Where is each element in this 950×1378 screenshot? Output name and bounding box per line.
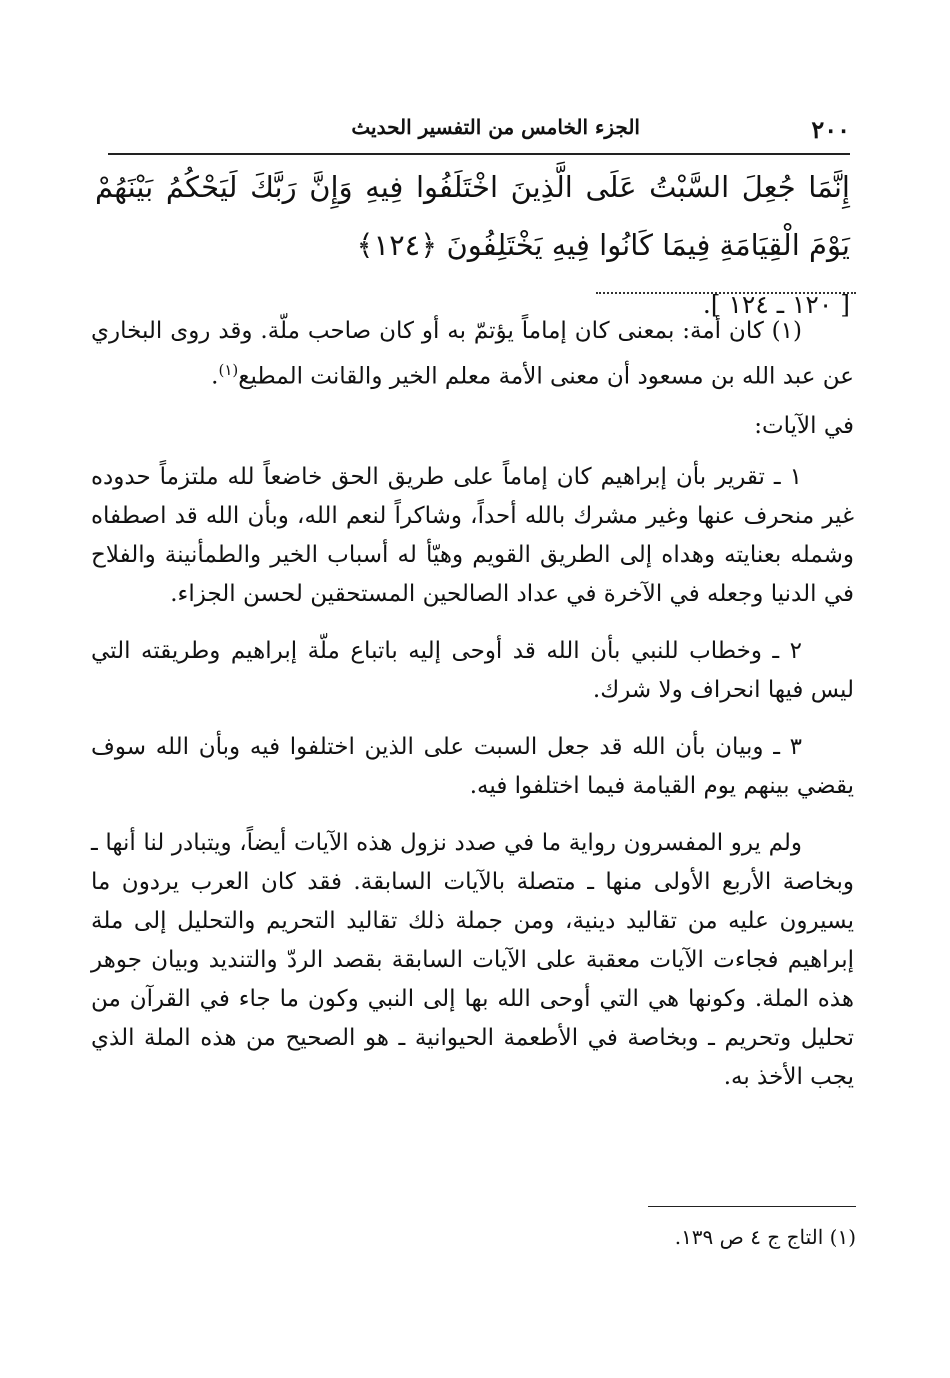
footnote-rule	[648, 1206, 856, 1207]
commentary-1-end: .	[211, 363, 219, 390]
running-header-title: الجزء الخامس من التفسير الحديث	[351, 115, 640, 139]
verse-reference: [ ١٢٠ ـ ١٢٤ ].	[702, 290, 850, 319]
commentary-paragraph-1	[91, 312, 854, 397]
item-2: ٢ ـ وخطاب للنبي بأن الله قد أوحى إليه باتباع ملّة إبراهيم وطريقته التي ليس فيها انحراف ولا شرك.	[91, 637, 854, 703]
dotted-separator	[596, 292, 856, 294]
item-1: ١ ـ تقرير بأن إبراهيم كان إماماً على طريق الحق خاضعاً لله ملتزماً حدوده غير منحرف عنها وغير مشرك بالله أحداً، وشاكراً لنعم الله، وبأن الله قد اصطفاه وشمله بعنايته وهداه إلى الطريق القويم وهيّأ له أسباب الخير والطمأنينة والفلاح في الدنيا وجعله في الآخرة في عداد الصالحين المستحقين لحسن الجزاء.	[91, 463, 854, 607]
page-header	[108, 115, 850, 155]
closing-paragraph: ولم يرو المفسرون رواية ما في صدد نزول هذه الآيات أيضاً، ويتبادر لنا أنها ـ وبخاصة الأربع الأولى منها ـ متصلة بالآيات السابقة. فقد كان العرب يردون ما يسيرون عليه من تقاليد دينية، ومن جملة ذلك تقاليد التحريم والتحليل إلى ملة إبراهيم فجاءت الآيات معقبة على الآيات السابقة بقصد الردّ والتنديد وبيان جوهر هذه الملة. وكونها هي التي أوحى الله بها إلى النبي وكون ما جاء في القرآن من تحليل وتحريم ـ وبخاصة في الأطعمة الحيوانية ـ هو الصحيح من هذه الملة الذي يجب الأخذ به.	[91, 829, 854, 1090]
page-number: ٢٠٠	[811, 115, 850, 144]
commentary-1-text: (١) كان أمة: بمعنى كان إماماً يؤتمّ به أو كان صاحب ملّة. وقد روى البخاري عن عبد الله بن مسعود أن معنى الأمة معلم الخير والقانت المطيع	[91, 318, 854, 390]
footnote-marker: (١)	[218, 361, 239, 379]
quran-verse-block	[95, 158, 850, 334]
item-3: ٣ ـ وبيان بأن الله قد جعل السبت على الذين اختلفوا فيه وبأن الله سوف يقضي بينهم يوم القيامة فيما اختلفوا فيه.	[91, 733, 854, 799]
quran-verse-text: إِنَّمَا جُعِلَ السَّبْتُ عَلَى الَّذِينَ اخْتَلَفُوا فِيهِ وَإِنَّ رَبَّكَ لَيَحْكُمُ بَيْنَهُمْ يَوْمَ الْقِيَامَةِ فِيمَا كَانُوا فِيهِ يَخْتَلِفُونَ ﴿١٢٤﴾	[95, 170, 850, 262]
commentary-body	[91, 312, 854, 1097]
section-label: في الآيات:	[754, 412, 854, 439]
footnote: (١) التاج ج ٤ ص ١٣٩.	[674, 1225, 856, 1249]
